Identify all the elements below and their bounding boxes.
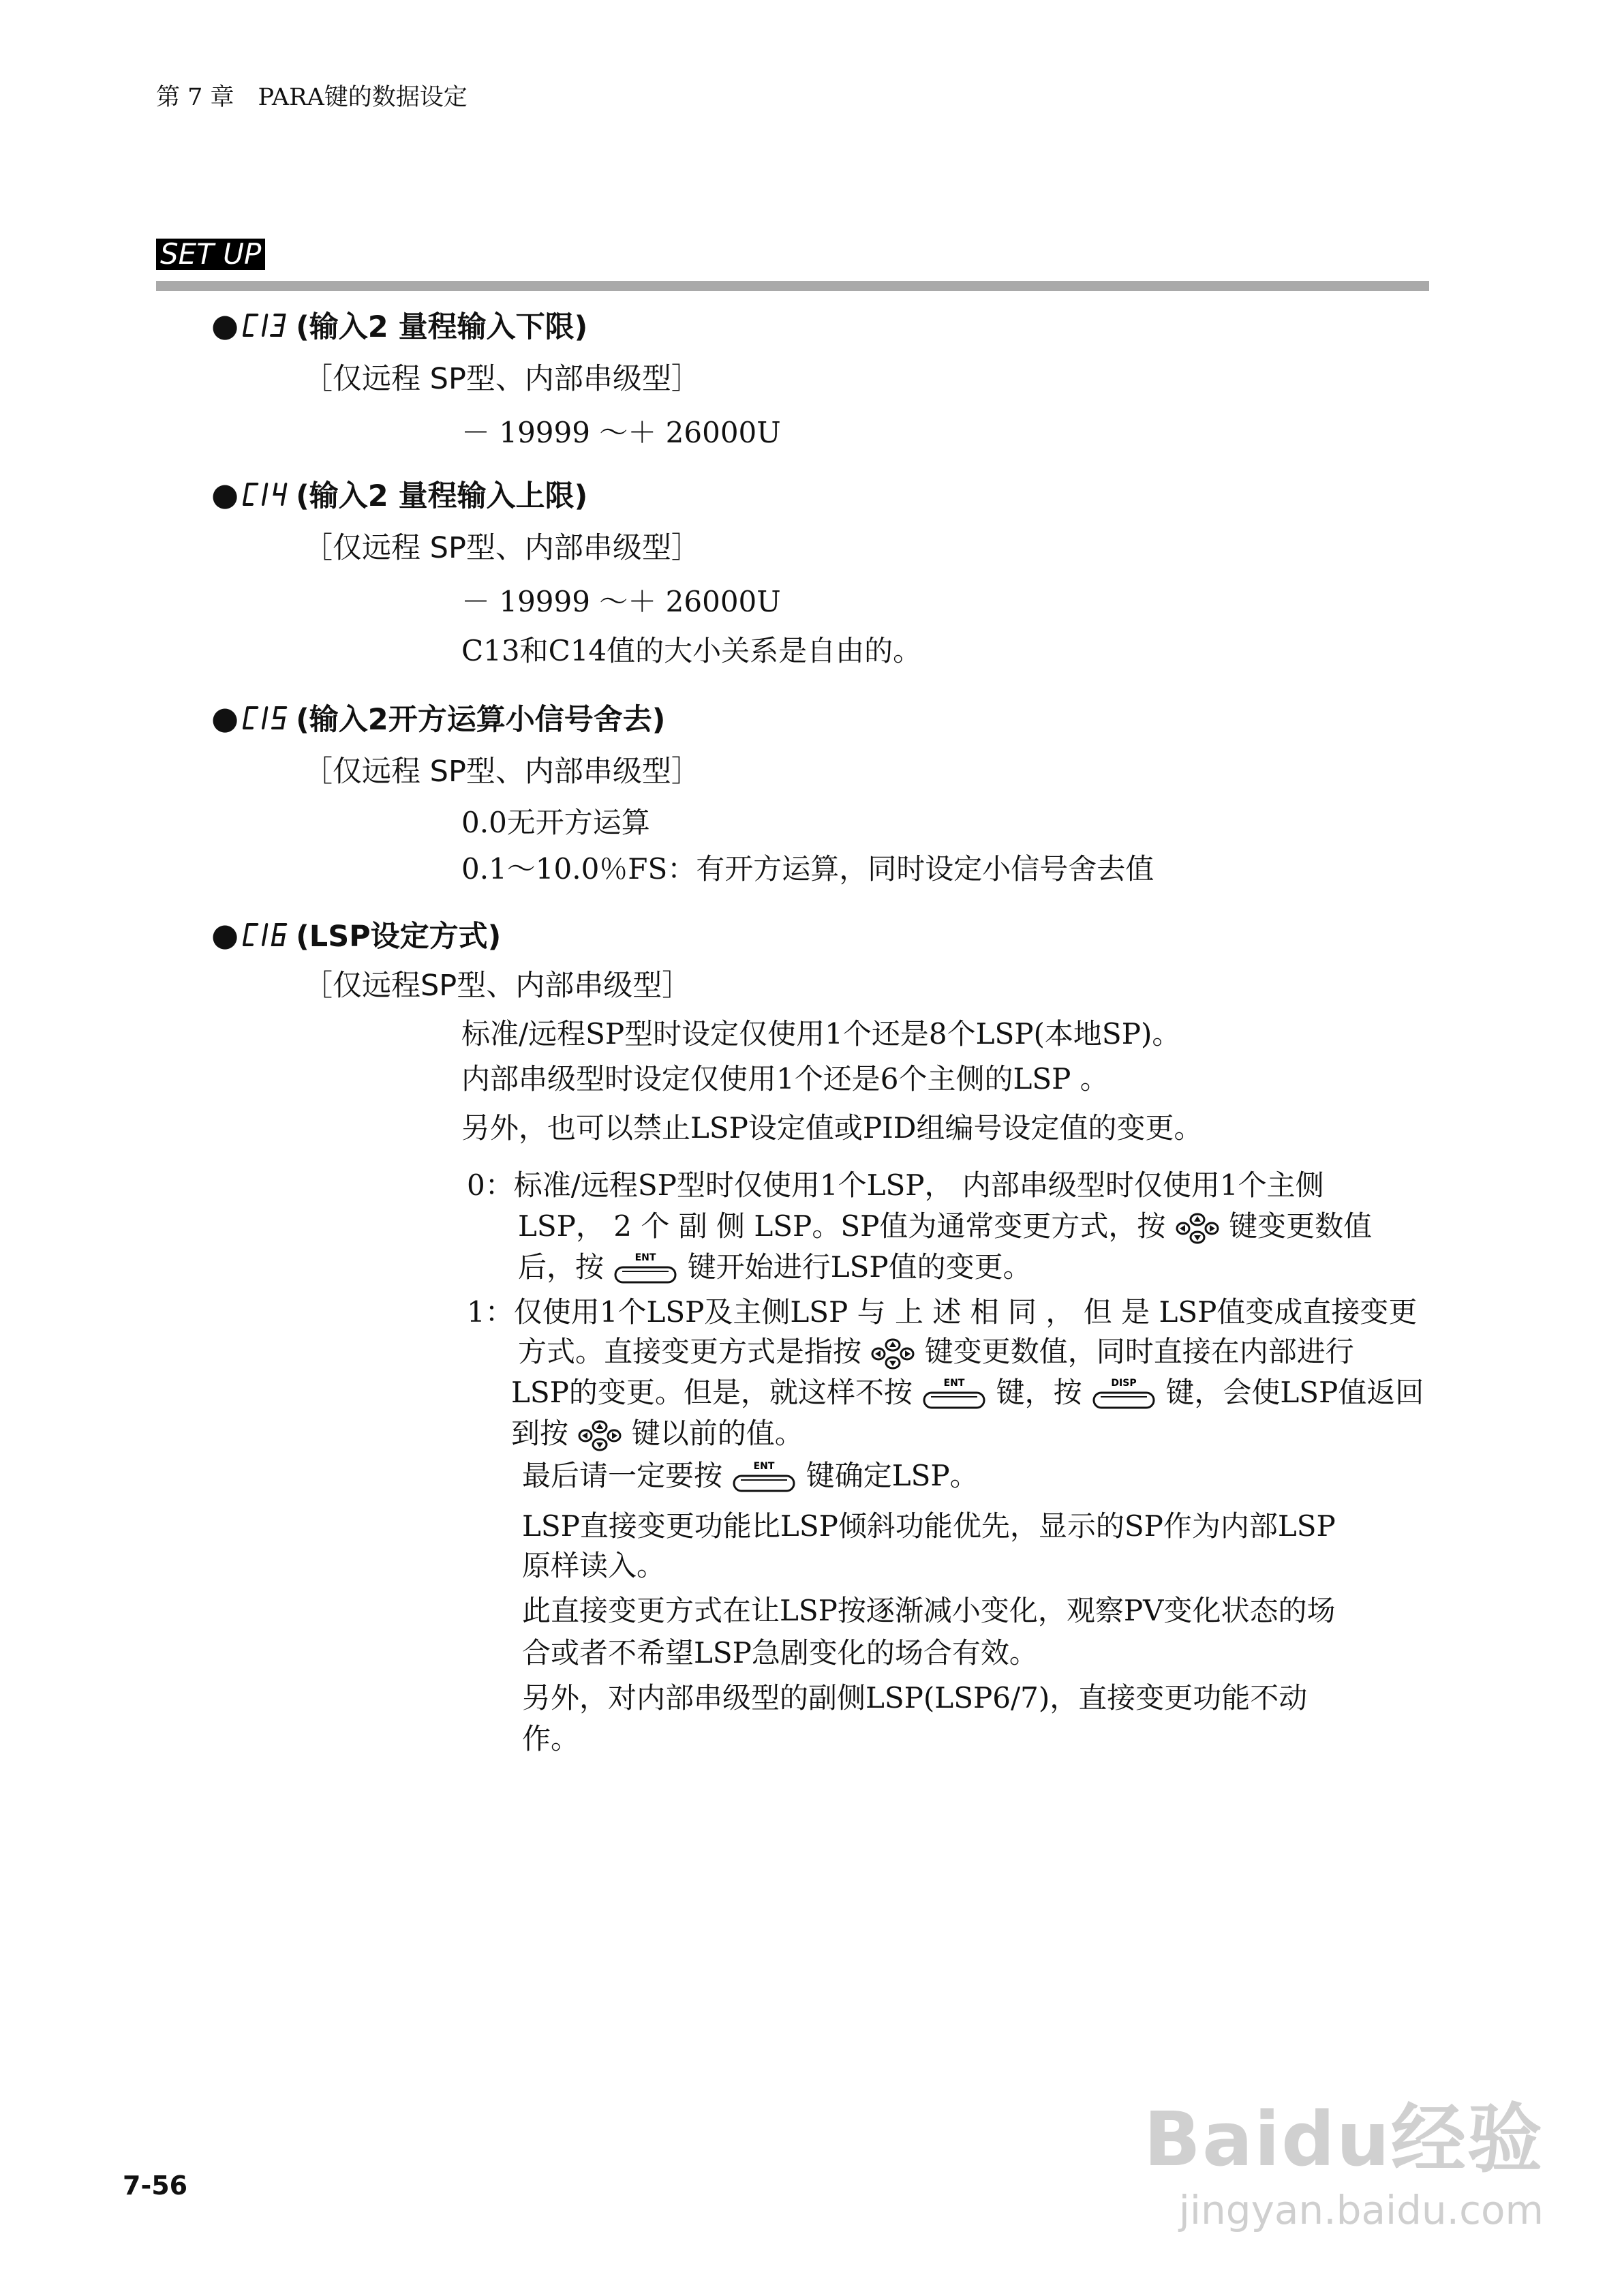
svg-text:ENT: ENT xyxy=(943,1378,965,1389)
option-1-line: LSP直接变更功能比LSP倾斜功能优先，显示的SP作为内部LSP xyxy=(522,1509,1336,1543)
arrow-keys-icon xyxy=(577,1419,622,1453)
section-line: － 19999 ～＋ 26000U xyxy=(461,416,781,449)
option-1-line: 1：仅使用1个LSP及主侧LSP 与 上 述 相 同 ， 但 是 LSP值变成直接变更 xyxy=(467,1295,1418,1329)
ent-key-icon xyxy=(731,1460,797,1496)
option-1-line: 到按 键以前的值。 xyxy=(511,1411,804,1453)
option-0-line: 后，按 ENT 键开始进行LSP值的变更。 xyxy=(518,1245,1032,1288)
chapter-header: 第 7 章 PARA键的数据设定 xyxy=(156,84,468,111)
option-1-line: 方式。直接变更方式是指按 键变更数值，同时直接在内部进行 xyxy=(518,1329,1354,1371)
section-line: 0.0无开方运算 xyxy=(461,806,650,839)
svg-text:ENT: ENT xyxy=(753,1461,775,1472)
bullet-icon: ● xyxy=(211,306,239,344)
bullet-icon: ● xyxy=(211,699,239,736)
section-c15-heading xyxy=(211,697,665,738)
section-scope: ［仅远程SP型、内部串级型］ xyxy=(303,969,692,1003)
option-1-line: 合或者不希望LSP急剧变化的场合有效。 xyxy=(522,1636,1038,1670)
section-title: (输入2 量程输入下限) xyxy=(296,310,588,344)
section-line: 0.1～10.0％FS：有开方运算，同时设定小信号舍去值 xyxy=(461,852,1154,886)
option-1-line: 作。 xyxy=(522,1722,580,1755)
section-line: 另外，也可以禁止LSP设定值或PID组编号设定值的变更。 xyxy=(461,1111,1203,1145)
disp-key-icon xyxy=(1091,1376,1157,1413)
section-line: 标准/远程SP型时设定仅使用1个还是8个LSP(本地SP)。 xyxy=(461,1017,1181,1051)
watermark xyxy=(1144,2079,1544,2233)
bullet-icon: ● xyxy=(211,475,239,513)
option-1-line: 原样读入。 xyxy=(522,1549,666,1582)
option-1-line: 此直接变更方式在让LSP按逐渐减小变化，观察PV变化状态的场 xyxy=(522,1594,1336,1627)
section-scope: ［仅远程 SP型、内部串级型］ xyxy=(303,362,701,396)
section-title: (输入2开方运算小信号舍去) xyxy=(296,703,666,737)
segment-code-c13 xyxy=(243,312,292,338)
arrow-keys-icon xyxy=(870,1337,915,1371)
section-c13-heading xyxy=(211,304,587,346)
section-scope: ［仅远程 SP型、内部串级型］ xyxy=(303,531,701,565)
watermark-brand: Baidu经验 xyxy=(1144,2096,1544,2183)
section-scope: ［仅远程 SP型、内部串级型］ xyxy=(303,755,701,789)
section-line: － 19999 ～＋ 26000U xyxy=(461,585,781,618)
svg-text:DISP: DISP xyxy=(1111,1378,1137,1389)
section-title: (输入2 量程输入上限) xyxy=(296,479,588,513)
section-c14-heading xyxy=(211,473,587,515)
section-c16-heading xyxy=(211,913,501,955)
page-number: 7-56 xyxy=(123,2171,188,2201)
section-divider xyxy=(156,281,1429,291)
bullet-icon: ● xyxy=(211,916,239,953)
setup-label: SET UP xyxy=(156,239,265,270)
option-1-line: 另外，对内部串级型的副侧LSP(LSP6/7)，直接变更功能不动 xyxy=(522,1681,1308,1715)
ent-key-icon xyxy=(613,1251,678,1288)
option-1-line: LSP的变更。但是，就这样不按 ENT 键，按 DISP 键，会使LSP值返回 xyxy=(511,1370,1424,1413)
segment-code-c14 xyxy=(243,481,292,507)
svg-text:ENT: ENT xyxy=(634,1252,656,1263)
arrow-keys-icon xyxy=(1175,1211,1220,1245)
section-line: 内部串级型时设定仅使用1个还是6个主侧的LSP 。 xyxy=(461,1062,1109,1096)
option-1-line: 最后请一定要按 ENT 键确定LSP。 xyxy=(522,1453,979,1496)
segment-code-c16 xyxy=(243,922,292,948)
ent-key-icon xyxy=(921,1376,987,1413)
watermark-url: jingyan.baidu.com xyxy=(1178,2187,1544,2233)
option-0-line: LSP， 2 个 副 侧 LSP。SP值为通常变更方式，按 键变更数值 xyxy=(518,1204,1372,1245)
option-0-line: 0：标准/远程SP型时仅使用1个LSP， 内部串级型时仅使用1个主侧 xyxy=(467,1168,1324,1202)
section-title: (LSP设定方式) xyxy=(296,920,502,954)
segment-code-c15 xyxy=(243,705,292,731)
section-line: C13和C14值的大小关系是自由的。 xyxy=(461,634,922,667)
